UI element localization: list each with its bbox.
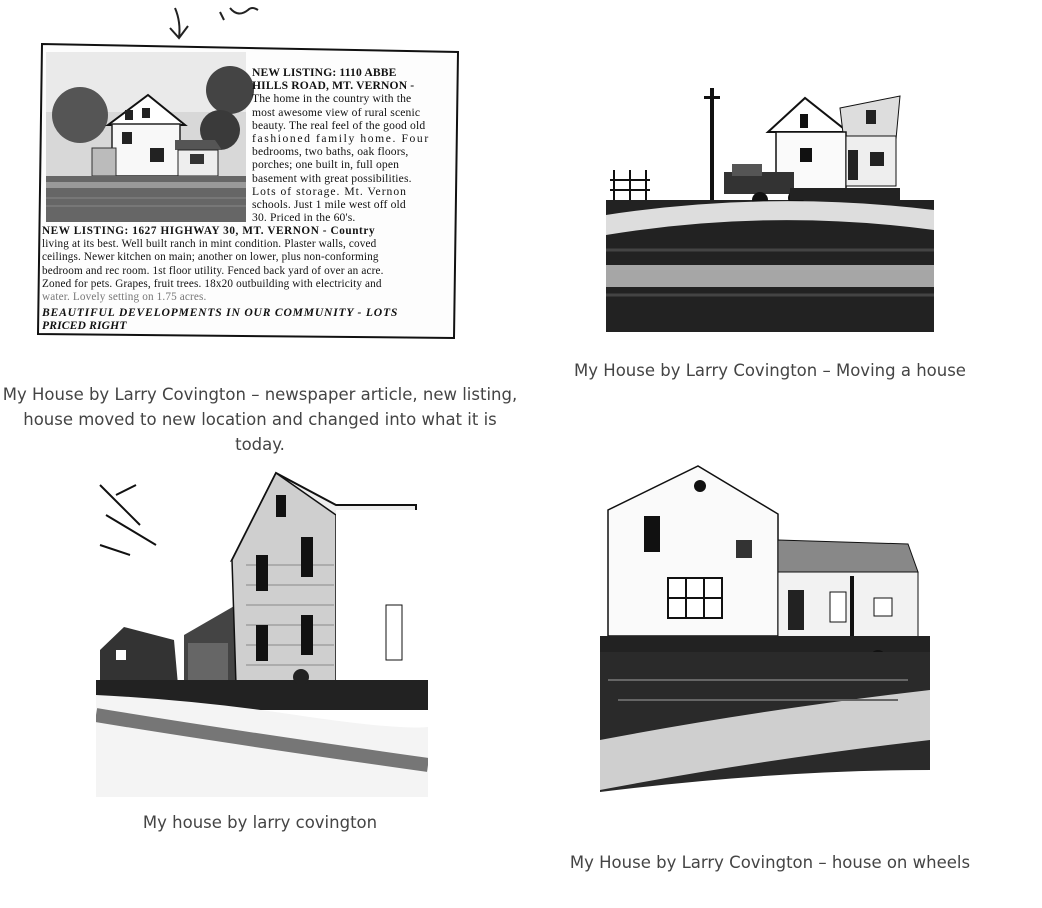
- listing-line: HILLS ROAD, MT. VERNON -: [252, 79, 415, 93]
- listing-line: The home in the country with the: [252, 92, 412, 106]
- moving-house-image[interactable]: [600, 40, 940, 335]
- house-on-wheels-graphic: [578, 440, 960, 832]
- listing-line: schools. Just 1 mile west off old: [252, 198, 406, 212]
- caption-line: My House by Larry Covington – newspaper article, new listing,: [2, 385, 518, 404]
- listing-line: water. Lovely setting on 1.75 acres.: [42, 291, 207, 304]
- listing-line: NEW LISTING: 1110 ABBE: [252, 66, 397, 79]
- caption-line: My House by Larry Covington – Moving a house: [574, 361, 966, 380]
- caption-line: My House by Larry Covington – house on wheels: [569, 853, 971, 872]
- listing-line: 30. Priced in the 60's.: [252, 211, 356, 225]
- footer-line: PRICED RIGHT: [42, 319, 127, 333]
- caption-line: My house by larry covington: [142, 813, 378, 832]
- moving-caption: [560, 358, 980, 383]
- listing-line: ceilings. Newer kitchen on main; another on lower, plus non-conforming: [42, 251, 379, 264]
- newspaper-clipping-image[interactable]: [30, 0, 470, 340]
- listing-line: Lots of storage. Mt. Vernon: [252, 184, 407, 198]
- listing-one-text: [252, 66, 448, 224]
- moving-house-graphic: [600, 40, 940, 335]
- listing-line: beauty. The real feel of the good old: [252, 118, 426, 132]
- house-caption: [110, 810, 410, 835]
- wheels-caption: [560, 850, 980, 875]
- footer-line: BEAUTIFUL DEVELOPMENTS IN OUR COMMUNITY - LOTS: [42, 306, 399, 319]
- house-photo-graphic: [96, 465, 428, 797]
- listing-two-text: [42, 225, 452, 304]
- house-on-wheels-image[interactable]: [578, 440, 960, 832]
- listing-line: basement with great possibilities.: [252, 171, 412, 185]
- listing-line: bedroom and rec room. 1st floor utility. Fenced back yard of over an acre.: [42, 264, 384, 277]
- listing-line: NEW LISTING: 1627 HIGHWAY 30, MT. VERNON - Country: [42, 225, 376, 237]
- listing-footer-text: [42, 306, 452, 332]
- newspaper-caption: [0, 382, 520, 457]
- listing-line: porches; one built in, full open: [252, 158, 400, 172]
- listing-line: bedrooms, two baths, oak floors,: [252, 145, 409, 159]
- listing-line: fashioned family home. Four: [252, 132, 430, 146]
- house-photo-image[interactable]: [96, 465, 428, 797]
- listing-line: most awesome view of rural scenic: [252, 105, 421, 119]
- listing-line: living at its best. Well built ranch in mint condition. Plaster walls, coved: [42, 238, 377, 251]
- listing-line: Zoned for pets. Grapes, fruit trees. 18x20 outbuilding with electricity and: [42, 277, 382, 290]
- caption-line: house moved to new location and changed into what it is today.: [23, 410, 497, 454]
